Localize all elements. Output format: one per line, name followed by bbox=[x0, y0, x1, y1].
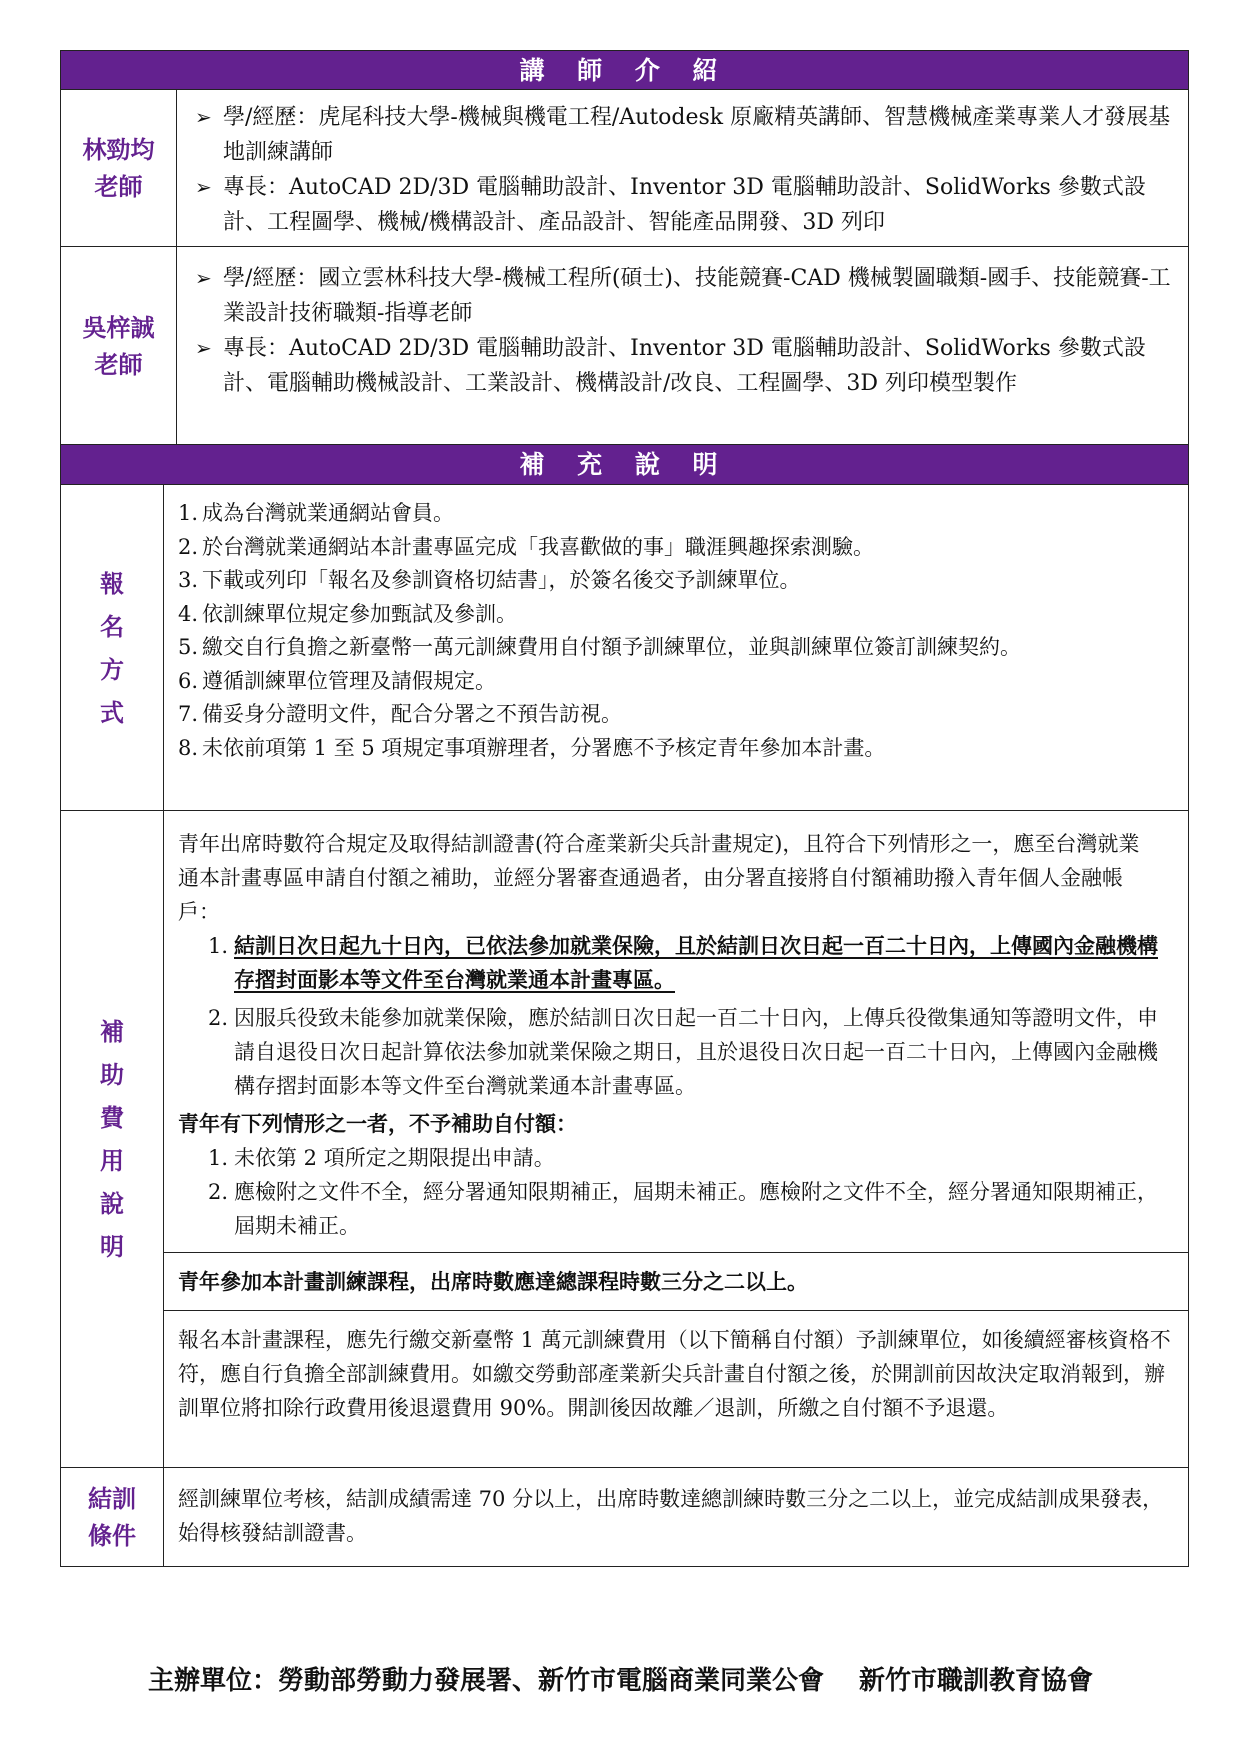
list-item: 3. 下載或列印「報名及參訓資格切結書」，於簽名後交予訓練單位。 bbox=[178, 568, 801, 592]
completion-row bbox=[61, 1467, 1188, 1566]
attendance-requirement: 青年參加本計畫訓練課程，出席時數應達總課程時數三分之二以上。 bbox=[164, 1253, 1188, 1311]
list-item: 5. 繳交自行負擔之新臺幣一萬元訓練費用自付額予訓練單位，並與訓練單位簽訂訓練契約。 bbox=[178, 635, 1021, 659]
completion-label: 結訓 條件 bbox=[61, 1468, 164, 1566]
refund-policy: 報名本計畫課程，應先行繳交新臺幣 1 萬元訓練費用（以下簡稱自付額）予訓練單位，如後續經審核資格不符，應自行負擔全部訓練費用。如繳交勞動部產業新尖兵計畫自付額之後，於開訓前因故決定取消報到，辦訓單位將扣除行政費用後退還費用 90%。開訓後因故離／退訓，所繳之自付額不予退還。 bbox=[178, 1328, 1171, 1420]
list-item: ➢ 學/經歷：國立雲林科技大學-機械工程所(碩士)、技能競賽-CAD 機械製圖職類-國手、技能競賽-工業設計技術職類-指導老師 bbox=[191, 261, 1172, 331]
list-item: 7. 備妥身分證明文件，配合分署之不預告訪視。 bbox=[178, 702, 622, 726]
list-item: 4. 依訓練單位規定參加甄試及參訓。 bbox=[178, 601, 517, 626]
arrow-right-icon: ➢ bbox=[195, 266, 212, 290]
list-item: 2. 於台灣就業通網站本計畫專區完成「我喜歡做的事」職涯興趣探索測驗。 bbox=[178, 534, 874, 559]
list-item: 8. 未依前項第 1 至 5 項規定事項辦理者，分署應不予核定青年參加本計畫。 bbox=[178, 735, 886, 760]
subsidy-row bbox=[61, 810, 1188, 1467]
instructors-section bbox=[60, 50, 1189, 445]
list-item: 2. 因服兵役致未能參加就業保險，應於結訓日次日起一百二十日內，上傳兵役徵集通知等證明文件，申請自退役日次日起計算依法參加就業保險之期日，且於退役日次日起一百二十日內，上傳國內金融機構存摺封面影本等文件至台灣就業通本計畫專區。 bbox=[208, 1006, 1158, 1098]
list-item: 1. 未依第 2 項所定之期限提出申請。 bbox=[208, 1146, 555, 1170]
list-item: ➢ 學/經歷：虎尾科技大學-機械與機電工程/Autodesk 原廠精英講師、智慧機械產業專業人才發展基地訓練講師 bbox=[191, 100, 1172, 170]
registration-label: 報名方式 bbox=[100, 568, 124, 727]
instructor-name: 林勁均 老師 bbox=[61, 90, 177, 246]
subsidy-label: 補助費用說明 bbox=[100, 1017, 124, 1261]
registration-steps bbox=[178, 497, 1133, 765]
completion-text: 經訓練單位考核，結訓成績需達 70 分以上，出席時數達總訓練時數三分之二以上，並完成結訓成果發表，始得核發結訓證書。 bbox=[178, 1487, 1164, 1545]
list-item: 1. 結訓日次日起九十日內，已依法參加就業保險，且於結訓日次日起一百二十日內，上傳國內金融機構存摺封面影本等文件至台灣就業通本計畫專區。 bbox=[208, 933, 1158, 992]
organizer-footer: 主辦單位：勞動部勞動力發展署、新竹市電腦商業同業公會 新竹市職訓教育協會 bbox=[147, 1666, 1094, 1696]
instructor-details bbox=[191, 261, 1172, 401]
exclusion-title: 青年有下列情形之一者，不予補助自付額： bbox=[178, 1111, 577, 1136]
subsidy-conditions bbox=[164, 811, 1188, 1253]
subsidy-condition-list bbox=[208, 929, 1168, 1103]
list-item: 6. 遵循訓練單位管理及請假規定。 bbox=[178, 668, 496, 693]
list-item: 2. 應檢附之文件不全，經分署通知限期補正，屆期未補正。應檢附之文件不全，經分署通知限期補正，屆期未補正。 bbox=[208, 1180, 1158, 1238]
subsidy-intro: 青年出席時數符合規定及取得結訓證書(符合產業新尖兵計畫規定)，且符合下列情形之一，應至台灣就業通本計畫專區申請自付額之補助，並經分署審查通過者，由分署直接將自付額補助撥入青年個人金融帳戶： bbox=[178, 832, 1140, 924]
arrow-right-icon: ➢ bbox=[195, 336, 212, 360]
registration-row bbox=[61, 485, 1188, 810]
instructor-details bbox=[191, 100, 1172, 240]
instructor-row bbox=[61, 90, 1188, 246]
instructors-heading: 講 師 介 紹 bbox=[61, 51, 1188, 90]
instructor-name: 吳梓誠 老師 bbox=[61, 247, 177, 444]
arrow-right-icon: ➢ bbox=[195, 105, 212, 129]
list-item: ➢ 專長：AutoCAD 2D/3D 電腦輔助設計、Inventor 3D 電腦輔助設計、SolidWorks 參數式設計、工程圖學、機械/機構設計、產品設計、智能產品開發、3D 列印 bbox=[191, 170, 1172, 240]
arrow-right-icon: ➢ bbox=[195, 175, 212, 199]
exclusion-list bbox=[208, 1141, 1168, 1243]
instructor-row bbox=[61, 246, 1188, 444]
list-item: 1. 成為台灣就業通網站會員。 bbox=[178, 501, 454, 525]
course-info-sheet bbox=[60, 50, 1189, 1567]
notes-heading: 補 充 說 明 bbox=[61, 445, 1188, 485]
list-item: ➢ 專長：AutoCAD 2D/3D 電腦輔助設計、Inventor 3D 電腦輔助設計、SolidWorks 參數式設計、電腦輔助機械設計、工業設計、機構設計/改良、工程圖學、3D 列印模型製作 bbox=[191, 331, 1172, 401]
notes-section bbox=[60, 445, 1189, 1567]
